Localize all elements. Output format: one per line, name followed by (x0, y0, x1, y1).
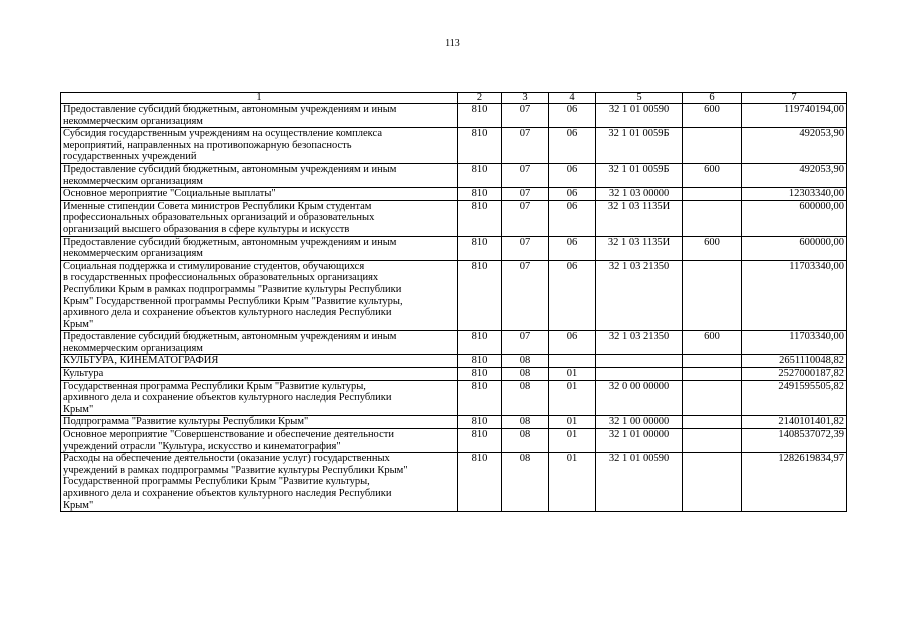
row-target-code: 32 1 03 21350 (596, 331, 683, 355)
column-header-1: 1 (61, 93, 458, 104)
row-amount: 2140101401,82 (742, 416, 847, 429)
table-row (61, 416, 847, 429)
row-ministry-code: 810 (458, 453, 502, 512)
row-section-code: 07 (502, 128, 549, 164)
row-ministry-code: 810 (458, 200, 502, 236)
row-section-code: 07 (502, 200, 549, 236)
row-name: Расходы на обеспечение деятельности (оказание услуг) государственных учреждений в рамках подпрограммы "Развитие культуры Республики Крым" Государственной программы Республики Крым "Развитие культуры, архивного дела и сохранение объектов культурного наследия Республики Крым" (61, 453, 458, 512)
row-section-code: 07 (502, 188, 549, 201)
row-target-code: 32 1 03 1135И (596, 236, 683, 260)
column-number-row (61, 93, 847, 104)
row-expense-type-code (683, 200, 742, 236)
row-ministry-code: 810 (458, 331, 502, 355)
row-section-code: 08 (502, 453, 549, 512)
row-name: Предоставление субсидий бюджетным, автономным учреждениям и иным некоммерческим организациям (61, 104, 458, 128)
row-name: Субсидия государственным учреждениям на осуществление комплекса мероприятий, направленных на противопожарную безопасность государственных учреждений (61, 128, 458, 164)
row-expense-type-code (683, 368, 742, 381)
row-subsection-code: 06 (549, 236, 596, 260)
row-amount: 492053,90 (742, 128, 847, 164)
table-row (61, 429, 847, 453)
row-expense-type-code: 600 (683, 163, 742, 187)
row-section-code: 08 (502, 368, 549, 381)
row-section-code: 07 (502, 163, 549, 187)
row-section-code: 07 (502, 331, 549, 355)
row-ministry-code: 810 (458, 416, 502, 429)
row-ministry-code: 810 (458, 188, 502, 201)
row-name: Предоставление субсидий бюджетным, автономным учреждениям и иным некоммерческим организациям (61, 331, 458, 355)
row-target-code: 32 1 01 00000 (596, 429, 683, 453)
row-section-code: 07 (502, 104, 549, 128)
table-row (61, 236, 847, 260)
row-name: Основное мероприятие "Социальные выплаты" (61, 188, 458, 201)
row-target-code: 32 1 03 21350 (596, 260, 683, 331)
column-header-4: 4 (549, 93, 596, 104)
row-target-code (596, 355, 683, 368)
row-subsection-code: 06 (549, 104, 596, 128)
row-expense-type-code (683, 416, 742, 429)
table-row (61, 128, 847, 164)
budget-table (60, 92, 847, 512)
row-expense-type-code (683, 429, 742, 453)
row-name: Социальная поддержка и стимулирование студентов, обучающихся в государственных профессиональных образовательных организациях Республики Крым в рамках подпрограммы "Развитие культуры Республики Крым" Государственной программы Республики Крым "Развитие культуры, архивного дела и сохранение объектов культурного наследия Республики Крым" (61, 260, 458, 331)
row-target-code: 32 1 03 00000 (596, 188, 683, 201)
row-section-code: 08 (502, 380, 549, 416)
row-subsection-code: 01 (549, 380, 596, 416)
row-name: Именные стипендии Совета министров Республики Крым студентам профессиональных образовательных организаций и образовательных организаций высшего образования в сфере культуры и искусств (61, 200, 458, 236)
row-subsection-code: 06 (549, 128, 596, 164)
row-ministry-code: 810 (458, 260, 502, 331)
column-header-6: 6 (683, 93, 742, 104)
row-amount: 11703340,00 (742, 331, 847, 355)
row-section-code: 08 (502, 355, 549, 368)
column-header-5: 5 (596, 93, 683, 104)
row-name: Основное мероприятие "Совершенствование и обеспечение деятельности учреждений отрасли "Культура, искусство и кинематография" (61, 429, 458, 453)
row-ministry-code: 810 (458, 380, 502, 416)
row-amount: 2651110048,82 (742, 355, 847, 368)
row-expense-type-code: 600 (683, 104, 742, 128)
row-ministry-code: 810 (458, 104, 502, 128)
row-ministry-code: 810 (458, 368, 502, 381)
row-amount: 600000,00 (742, 200, 847, 236)
table-row (61, 163, 847, 187)
row-subsection-code (549, 355, 596, 368)
row-ministry-code: 810 (458, 236, 502, 260)
column-header-2: 2 (458, 93, 502, 104)
row-amount: 1408537072,39 (742, 429, 847, 453)
row-amount: 1282619834,97 (742, 453, 847, 512)
row-expense-type-code: 600 (683, 236, 742, 260)
row-name: Предоставление субсидий бюджетным, автономным учреждениям и иным некоммерческим организациям (61, 236, 458, 260)
row-subsection-code: 06 (549, 188, 596, 201)
column-header-3: 3 (502, 93, 549, 104)
table-row (61, 104, 847, 128)
row-target-code: 32 1 03 1135И (596, 200, 683, 236)
row-subsection-code: 06 (549, 163, 596, 187)
page-number: 113 (445, 38, 460, 49)
row-ministry-code: 810 (458, 429, 502, 453)
row-subsection-code: 01 (549, 453, 596, 512)
table-row (61, 260, 847, 331)
row-ministry-code: 810 (458, 163, 502, 187)
row-ministry-code: 810 (458, 355, 502, 368)
row-expense-type-code: 600 (683, 331, 742, 355)
row-subsection-code: 06 (549, 260, 596, 331)
row-expense-type-code (683, 380, 742, 416)
table-row (61, 368, 847, 381)
column-header-7: 7 (742, 93, 847, 104)
row-subsection-code: 06 (549, 331, 596, 355)
row-target-code (596, 368, 683, 381)
row-expense-type-code (683, 188, 742, 201)
row-target-code: 32 1 01 00590 (596, 104, 683, 128)
row-name: Подпрограмма "Развитие культуры Республики Крым" (61, 416, 458, 429)
table-row (61, 380, 847, 416)
row-section-code: 08 (502, 416, 549, 429)
row-subsection-code: 01 (549, 368, 596, 381)
row-amount: 12303340,00 (742, 188, 847, 201)
row-expense-type-code (683, 355, 742, 368)
table-row (61, 453, 847, 512)
row-subsection-code: 06 (549, 200, 596, 236)
row-amount: 2491595505,82 (742, 380, 847, 416)
row-amount: 11703340,00 (742, 260, 847, 331)
row-expense-type-code (683, 260, 742, 331)
row-amount: 2527000187,82 (742, 368, 847, 381)
row-subsection-code: 01 (549, 416, 596, 429)
row-section-code: 07 (502, 260, 549, 331)
row-ministry-code: 810 (458, 128, 502, 164)
row-subsection-code: 01 (549, 429, 596, 453)
row-target-code: 32 0 00 00000 (596, 380, 683, 416)
row-section-code: 08 (502, 429, 549, 453)
row-name: Государственная программа Республики Крым "Развитие культуры, архивного дела и сохранение объектов культурного наследия Республики Крым" (61, 380, 458, 416)
row-target-code: 32 1 01 0059Б (596, 163, 683, 187)
row-expense-type-code (683, 128, 742, 164)
row-target-code: 32 1 01 0059Б (596, 128, 683, 164)
table-row (61, 331, 847, 355)
table-row (61, 200, 847, 236)
row-amount: 600000,00 (742, 236, 847, 260)
row-amount: 119740194,00 (742, 104, 847, 128)
row-name: Предоставление субсидий бюджетным, автономным учреждениям и иным некоммерческим организациям (61, 163, 458, 187)
row-target-code: 32 1 00 00000 (596, 416, 683, 429)
row-target-code: 32 1 01 00590 (596, 453, 683, 512)
table-row (61, 188, 847, 201)
budget-table-body (61, 104, 847, 512)
row-name: Культура (61, 368, 458, 381)
row-amount: 492053,90 (742, 163, 847, 187)
row-expense-type-code (683, 453, 742, 512)
table-row (61, 355, 847, 368)
row-section-code: 07 (502, 236, 549, 260)
row-name: КУЛЬТУРА, КИНЕМАТОГРАФИЯ (61, 355, 458, 368)
